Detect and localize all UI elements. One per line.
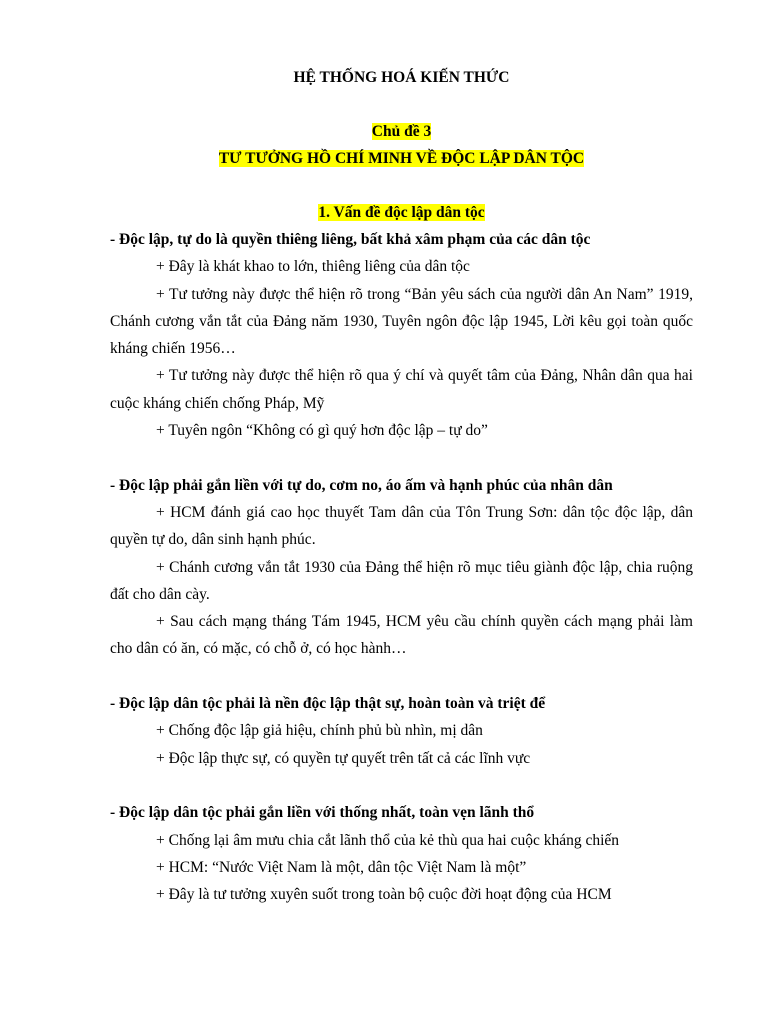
list-item: + Chống lại âm mưu chia cắt lãnh thổ của kẻ thù qua hai cuộc kháng chiến — [156, 831, 620, 849]
topic-title: TƯ TƯỞNG HỒ CHÍ MINH VỀ ĐỘC LẬP DÂN TỘC — [218, 150, 585, 167]
spacer — [110, 663, 693, 690]
section-heading: - Độc lập dân tộc phải gắn liền với thống nhất, toàn vẹn lãnh thổ — [110, 804, 535, 822]
section-heading: - Độc lập, tự do là quyền thiêng liêng, bất khả xâm phạm của các dân tộc — [110, 231, 591, 248]
list-item: + Độc lập thực sự, có quyền tự quyết trên tất cả các lĩnh vực — [156, 749, 531, 767]
section-heading: - Độc lập dân tộc phải là nền độc lập thật sự, hoàn toàn và triệt để — [110, 695, 546, 713]
section-heading: - Độc lập phải gắn liền với tự do, cơm no, áo ấm và hạnh phúc của nhân dân — [110, 476, 613, 494]
list-item: + Tư tưởng này được thể hiện rõ trong “Bản yêu sách của người dân An Nam” 1919, Chánh cương vắn tắt của Đảng năm 1930, Tuyên ngôn độc lập 1945, Lời kêu gọi toàn quốc kháng chiến 1956… — [110, 285, 693, 358]
document-title: HỆ THỐNG HOÁ KIẾN THỨC — [293, 69, 510, 86]
spacer — [110, 91, 693, 118]
list-item: + Sau cách mạng tháng Tám 1945, HCM yêu cầu chính quyền cách mạng phải làm cho dân có ăn, có mặc, có chỗ ở, có học hành… — [110, 613, 693, 658]
list-item: + Chống độc lập giả hiệu, chính phủ bù nhìn, mị dân — [156, 722, 483, 740]
topic-title-line — [110, 145, 693, 172]
list-item: + Tư tưởng này được thể hiện rõ qua ý chí và quyết tâm của Đảng, Nhân dân qua hai cuộc kháng chiến chống Pháp, Mỹ — [110, 367, 693, 412]
list-item: + Chánh cương vắn tắt 1930 của Đảng thể hiện rõ mục tiêu giành độc lập, chia ruộng đất cho dân cày. — [110, 558, 693, 603]
topic-label-line — [110, 118, 693, 145]
section-title-line — [110, 199, 693, 226]
list-item: + HCM đánh giá cao học thuyết Tam dân của Tôn Trung Sơn: dân tộc độc lập, dân quyền tự do, dân sinh hạnh phúc. — [110, 503, 693, 549]
document-body — [110, 64, 693, 908]
list-item: + HCM: “Nước Việt Nam là một, dân tộc Việt Nam là một” — [156, 858, 527, 876]
list-item: + Tuyên ngôn “Không có gì quý hơn độc lập – tự do” — [156, 422, 488, 440]
topic-label: Chủ đề 3 — [371, 123, 432, 140]
spacer — [110, 172, 693, 199]
spacer — [110, 444, 693, 471]
list-item: + Đây là khát khao to lớn, thiêng liêng của dân tộc — [156, 258, 470, 276]
section-title: 1. Vấn đề độc lập dân tộc — [318, 204, 485, 221]
spacer — [110, 772, 693, 799]
list-item: + Đây là tư tưởng xuyên suốt trong toàn bộ cuộc đời hoạt động của HCM — [156, 886, 612, 904]
